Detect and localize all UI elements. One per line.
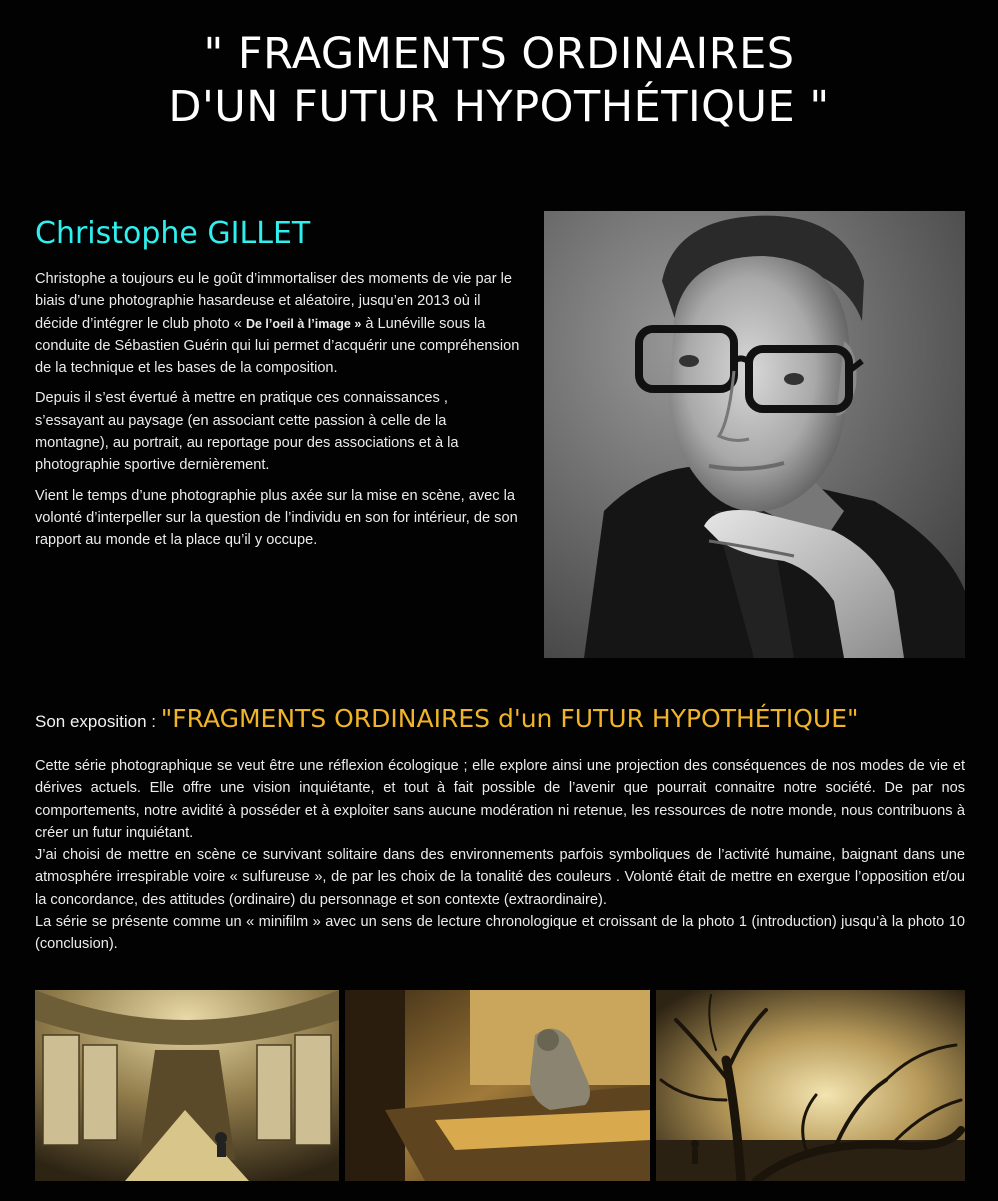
portrait-illustration [544,211,965,658]
artist-biography [35,268,520,560]
page-title-line-2: D'UN FUTUR HYPOTHÉTIQUE " [168,82,830,132]
exhibition-photo-2 [345,990,650,1181]
bio-p1-text-start: Christophe a toujours eu le goût d’immortaliser des moments de vie par le biais d’une photographie hasardeuse et aléatoire, jusqu’en 2013 où il décide d’intégrer le club photo « [35,271,512,332]
photo-club-name: De l’oeil à l’image » [245,316,362,331]
bio-paragraph-2: Depuis il s’est évertué à mettre en pratique ces connaissances , s’essayant au paysage (en associant cette passion à celle de la montagne), au portrait, au reportage pour des associations et à la photographie sportive dernièrement. [35,390,459,474]
artist-name: Christophe GILLET [35,216,311,251]
artist-portrait-photo [544,211,965,658]
exhibition-description [35,755,965,956]
page-title [0,28,998,134]
exhibition-title: "FRAGMENTS ORDINAIRES d'un FUTUR HYPOTHÉTIQUE" [160,704,859,733]
page-title-line-1: " FRAGMENTS ORDINAIRES [203,29,795,79]
photo-1-illustration [35,990,339,1181]
photo-3-illustration [656,990,965,1181]
bio-paragraph-3: Vient le temps d’une photographie plus axée sur la mise en scène, avec la volonté d’interpeller sur la question de l’individu en son for intérieur, de son rapport au monde et la place qu’il y occupe. [35,487,518,549]
bio-paragraph-1 [35,268,520,379]
exhibition-paragraph-3: La série se présente comme un « minifilm » avec un sens de lecture chronologique et croissant de la photo 1 (introduction) jusqu’à la photo 10 (conclusion). [35,914,965,953]
exhibition-paragraph-2: J’ai choisi de mettre en scène ce survivant solitaire dans des environnements parfois symboliques de l’activité humaine, baignant dans une atmosphére irrespirable voire « sulfureuse », de par les choix de la tonalité des couleurs . Volonté était de mettre en exergue l’opposition et/ou la concordance, des attitudes (ordinaire) du personnage et son contexte (extraordinaire). [35,847,965,908]
bio-p1-text-end: à Lunéville sous la conduite de Sébastien Guérin qui lui permet d’acquérir une compréhension de la technique et les bases de la composition. [35,315,520,377]
exhibition-heading [35,704,859,734]
exhibition-paragraph-1: Cette série photographique se veut être une réflexion écologique ; elle explore ainsi une projection des conséquences de nos modes de vie et dérives actuels. Elle offre une vision inquiétante, et tout à fait possible de l’avenir que pourrait connaitre notre société. De par nos comportements, notre avidité à posséder et à exploiter sans aucune modération ni retenue, les ressources de notre monde, nous contribuons à créer un futur inquiétant. [35,758,965,841]
exhibition-photo-3 [656,990,965,1181]
photo-2-illustration [345,990,650,1181]
exhibition-prefix: Son exposition : [35,712,161,731]
exhibition-photo-1 [35,990,339,1181]
